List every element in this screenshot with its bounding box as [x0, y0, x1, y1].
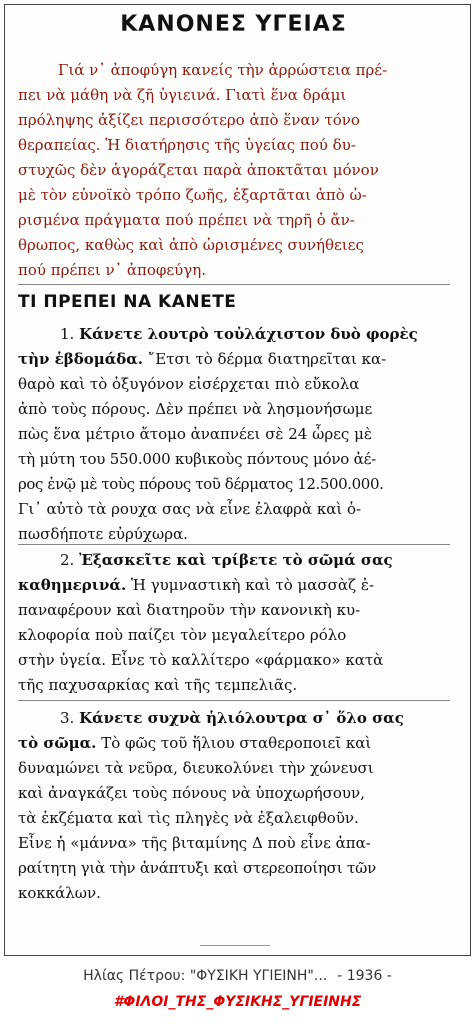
rule-text-line: Εἶνε ἡ «μάννα» τῆς βιταμίνης Δ ποὺ εἶνε ἀπα-	[18, 834, 371, 852]
intro-line: Γιά ν᾽ ἀποφύγη κανείς τὴν ἀρρώστεια πρέ-	[58, 61, 388, 79]
divider	[18, 544, 450, 545]
rule-text-line: Γι᾽ αὐτὸ τὰ ρουχα σας νὰ εἶνε ἐλαφρὰ καὶ ὁ-	[18, 500, 362, 518]
source-text: Ηλίας Πέτρου: "ΦΥΣΙΚΗ ΥΓΙΕΙΝΗ"...	[83, 968, 328, 984]
rule-number: 1.	[60, 325, 75, 343]
rule-text-line: στὴν ὑγεία. Εἶνε τὸ καλλίτερο «φάρμακο» κατὰ	[18, 651, 384, 669]
section-title: ΤΙ ΠΡΕΠΕΙ ΝΑ ΚΑΝΕΤΕ	[18, 292, 237, 312]
rule-heading-line	[18, 322, 458, 347]
rule-text: ῎Ετσι τὸ δέρμα διατηρεῖται κα-	[147, 350, 387, 368]
rule-heading-line	[18, 731, 458, 756]
rule-heading: Κάνετε λουτρὸ τοὐλάχιστον δυὸ φορὲς	[79, 325, 418, 343]
rule-text-line: καὶ ἀναγκάζει τοὺς πόνους νὰ ὑποχωρήσουν,	[18, 784, 365, 802]
intro-line: θρωπος, καθὼς καὶ ἀπὸ ὡρισμένες συνήθειες	[18, 236, 364, 254]
rule-text-line: πωσδήποτε εὐρύχωρα.	[18, 525, 188, 543]
intro-line: μὲ τὸν εὐνοϊκὸ τρόπο ζωῆς, ἐξαρτᾶται ἀπὸ ὡ-	[18, 186, 367, 204]
rule-text: Ἡ γυμναστικὴ καὶ τὸ μασσὰζ ἐ-	[130, 576, 375, 594]
rule-heading-line	[18, 347, 458, 372]
rule-text-line: ἀπὸ τοὺς πόρους. Δὲν πρέπει νὰ λησμονήσωμε	[18, 400, 373, 418]
rule-number: 2.	[60, 551, 75, 569]
hashtag-tagline: #ΦΙΛΟΙ_ΤΗΣ_ΦΥΣΙΚΗΣ_ΥΓΙΕΙΝΗΣ	[113, 994, 362, 1010]
source-citation	[0, 968, 475, 984]
rule-heading: Κάνετε συχνὰ ἡλιόλουτρα σ᾽ ὅλο σας	[79, 709, 404, 727]
rule-text-line: τὰ ἐκζέματα καὶ τὶς πληγὲς νὰ ἐξαλειφθοῦν.	[18, 809, 359, 827]
rule-text-line: ραίτητη γιὰ τὴν ἀνάπτυξι καὶ στερεοποίησι τῶν	[18, 859, 377, 877]
divider	[18, 284, 450, 285]
source-year: - 1936 -	[337, 968, 392, 984]
rule-text-line: τὴ μύτη του 550.000 κυβικοὺς πόντους μόνο ἀέ-	[18, 450, 377, 468]
rule-heading: καθημερινά.	[18, 576, 127, 594]
intro-line: θεραπείας. Ἡ διατήρησις τῆς ὑγείας πού δυ-	[18, 136, 356, 154]
intro-paragraph	[18, 58, 458, 283]
rule-heading: τὴν ἑβδομάδα.	[18, 350, 144, 368]
rule-heading: τὸ σῶμα.	[18, 734, 97, 752]
health-rule-3	[18, 706, 458, 906]
intro-line: πει νὰ μάθη νὰ ζῆ ὑγιεινά. Γιατὶ ἕνα δράμι	[18, 86, 347, 104]
health-rule-2	[18, 548, 458, 698]
rule-text-line: κοκκάλων.	[18, 884, 101, 902]
rule-text-line: θαρὸ καὶ τὸ ὀξυγόνον εἰσέρχεται πιὸ εὔκολα	[18, 375, 360, 393]
ornament-divider	[200, 943, 270, 949]
rule-heading-line	[18, 573, 458, 598]
intro-line: στυχῶς δὲν ἀγοράζεται παρὰ ἀποκτᾶται μόνον	[18, 161, 379, 179]
rule-text-line: δυναμώνει τὰ νεῦρα, διευκολύνει τὴν χώνευσι	[18, 759, 374, 777]
rule-heading-line	[18, 706, 458, 731]
health-rule-1	[18, 322, 458, 547]
rule-text-line: πὼς ἕνα μέτριο ἄτομο ἀναπνέει σὲ 24 ὧρες μὲ	[18, 425, 372, 443]
rule-text-line: τῆς παχυσαρκίας καὶ τῆς τεμπελιᾶς.	[18, 676, 298, 694]
rule-text-line: παναφέρουν καὶ διατηροῦν τὴν κανονικὴ κυ-	[18, 601, 361, 619]
intro-line: πού πρέπει ν᾽ ἀποφεύγη.	[18, 261, 207, 279]
rule-text-line: ρος ἐνῷ μὲ τοὺς πόρους τοῦ δέρματος 12.500.000.	[18, 475, 384, 493]
rule-heading: Ἐξασκεῖτε καὶ τρίβετε τὸ σῶμά σας	[79, 551, 393, 569]
intro-line: ρισμένα πράγματα πού πρέπει νὰ τηρῆ ὁ ἄν-	[18, 211, 355, 229]
rule-number: 3.	[60, 709, 75, 727]
divider	[18, 700, 450, 701]
page-title: ΚΑΝΟΝΕΣ ΥΓΕΙΑΣ	[120, 12, 347, 37]
intro-line: πρόληψης ἀξίζει περισσότερο ἀπὸ ἕναν τόνο	[18, 111, 360, 129]
rule-text-line: κλοφορία ποὺ παίζει τὸν μεγαλείτερο ρόλο	[18, 626, 347, 644]
rule-text: Τὸ φῶς τοῦ ἥλιου σταθεροποιεῖ καὶ	[101, 734, 372, 752]
rule-heading-line	[18, 548, 458, 573]
